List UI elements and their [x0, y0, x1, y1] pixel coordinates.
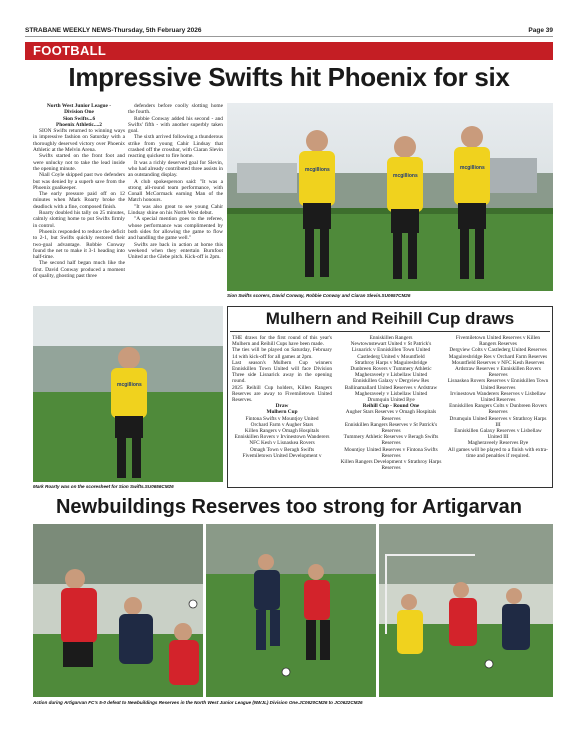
story1-col1-para-1: SION Swifts returned to winning ways in impressive fashion on Saturday with a thoroughly deserved victory over Phoenix Athletic at the Melvin Arena.	[33, 128, 125, 154]
standfirst-4: Phoenix Athletic....2	[56, 121, 102, 128]
draws-col3-line-4: Mountfield Reserves v NFC Kesh Reserves	[451, 359, 545, 366]
draws-col2-line-8: Enniskillen Galaxy v Dergview Res	[352, 378, 430, 385]
draws-col2-line-16: Mountjoy United Reserves v Fintona Swifts Reserves	[344, 446, 438, 459]
story1-col1-para-4: The early pressure paid off on 12 minutes when Mark Roarty broke the deadlock with a fine, composed finish.	[33, 191, 125, 210]
standfirst-3: Sion Swifts...6	[62, 115, 96, 122]
photo-action-2	[206, 524, 376, 697]
draws-column-3	[447, 335, 549, 459]
draws-col3-line-12: All games will be played to a finish with extra-time and penalties if required.	[448, 446, 548, 459]
story1-col2-para-4: It was a richly deserved goal for Slevin, who had already contributed three assists in an outstanding display.	[128, 159, 223, 179]
section-label: FOOTBALL	[33, 43, 107, 58]
draws-col1-line-9: Killen Rangers v Omagh Hospitals	[244, 428, 320, 435]
draws-col2-line-10: Magheraveely v Lisbellaw United	[354, 390, 428, 397]
draws-col1-line-8: Orchard Farm v Augher Stars	[250, 421, 314, 428]
draws-col2-line-2: Newtownstewart United v St Patrick's	[350, 341, 432, 348]
story1-col1-para-6: Phoenix responded to reduce the deficit to 2-1, but Swifts quickly restored their two-goal advantage. Robbie Conway found the net to make it 3-1 heading into half-time.	[33, 228, 125, 261]
story1-col2-para-2: Robbie Conway added his second - and Swifts' fifth - with another superbly taken goal.	[128, 115, 223, 135]
draws-col3-line-3: Maguiresbridge Res v Orchard Farm Reserves	[448, 353, 548, 360]
story1-col1-para-5: Roarty doubled his tally on 25 minutes, calmly slotting home to put Swifts firmly in control.	[33, 210, 125, 229]
draws-col3-line-5: Ardstraw Reserves v Enniskillen Rovers Reserves	[455, 366, 541, 379]
photo-mark-roarty	[33, 306, 223, 482]
box-divider	[230, 331, 550, 332]
draws-col2-line-4: Castlederg United v Mountfield	[357, 353, 425, 360]
shirt-sponsor-1: mcgillions	[305, 167, 330, 173]
masthead: STRABANE WEEKLY NEWS-Thursday, 5th February 2026	[25, 27, 202, 34]
draws-col3-line-8: Enniskillen Rangers Colts v Dunbreen Rovers Reserves	[449, 403, 547, 416]
story1-col2-para-3: The sixth arrived following a thunderous strike from young Cahir Lindsay that crashed off the crossbar, with Ciaran Slevin reacting quickest to fire home.	[128, 134, 223, 160]
section-bar	[25, 42, 553, 60]
draws-col3-line-7: Irvinestown Wanderers Reserves v Lisbellaw United Reserves	[450, 390, 546, 404]
draws-col1-line-6: Mulhern Cup	[266, 409, 298, 416]
draws-col2-line-1: Enniskillen Rangers	[369, 335, 413, 341]
page-header	[25, 25, 553, 37]
story1-col1-para-2: Swifts started on the front foot and were unlucky not to take the lead inside the opening minute.	[33, 153, 125, 172]
standfirst-2: Division One	[64, 109, 94, 116]
draws-col1-line-3: Last season's Mulhern Cup winners Enniskillen Town United will face Division Three side Lisnarick away in the opening round.	[232, 359, 332, 385]
story3-caption: Action during Artigarvan FC's 5-0 defeat to Newbuildings Reserves in the North West Junior League (NWJL) Division One.JC0620CM26 to JC0622CM26	[33, 700, 363, 705]
draws-col1-line-11: NFC Kesh v Lisnaskea Rovers	[249, 440, 315, 447]
draws-col1-line-10: Enniskillen Rovers v Irvinestown Wanderers	[234, 434, 330, 441]
story1-headline: Impressive Swifts hit Phoenix for six	[68, 62, 510, 92]
draws-col2-line-17: Killen Rangers Development v Strathroy Harps Reserves	[340, 459, 442, 472]
draws-col2-line-9: Ballinamallard United Reserves v Ardstraw	[344, 384, 438, 391]
draws-col2-line-12: Reihill Cup - Round One	[362, 403, 420, 410]
photo1-caption: Sion Swifts scorers, David Conway, Robbie Conway and Ciaran Slevin.SU0657CM26	[227, 293, 411, 298]
draws-col2-line-11: Drumquin United Bye	[367, 397, 415, 404]
page-number: Page 39	[528, 27, 553, 34]
shirt-sponsor-4: mcgillions	[117, 382, 142, 388]
draws-col2-line-6: Dunbreen Rovers v Tummery Athletic	[350, 366, 432, 373]
photo2-caption: Mark Roarty was on the scoresheet for Sion Swifts.SU0656CM26	[33, 484, 174, 489]
draws-col3-line-11: Magheraveely Reserves Bye	[467, 440, 529, 447]
draws-col1-line-13: Fivemiletown United Development v	[242, 452, 322, 459]
draws-column-2	[340, 335, 442, 471]
story1-col1-para-7: The second half began much like the first. David Conway produced a moment of quality, ghosting past three	[33, 260, 125, 280]
story1-col2-para-5: A club spokesperson said: "It was a strong all-round team performance, with Conall McCormack earning Man of the Match honours.	[128, 178, 223, 204]
draws-col2-line-14: Enniskillen Rangers Reserves v St Patrick's Reserves	[344, 421, 438, 435]
photo-swifts-scorers	[227, 103, 553, 291]
story1-col2-para-8: Swifts are back in action at home this weekend when they entertain Burnfoot United at the Glebe pitch. Kick-off is 2pm.	[128, 241, 223, 261]
draws-col3-line-9: Drumquin United Reserves v Strathroy Harps III	[449, 415, 547, 428]
story2-headline: Mulhern and Reihill Cup draws	[265, 309, 515, 328]
story1-column-2	[128, 103, 223, 260]
draws-col3-line-10: Enniskillen Galaxy Reserves v Lisbellaw United III	[454, 428, 542, 441]
story1-column-1	[33, 103, 125, 279]
story1-col2-para-7: "A special mention goes to the referee, whose performance was complimented by both sides for allowing the game to flow and handling the game well."	[128, 216, 223, 242]
photo-action-3	[379, 524, 553, 697]
draws-col1-line-5: Draw	[275, 403, 289, 410]
draws-col1-line-4: 2025 Reihill Cup holders, Killen Rangers Reserves are away to Fivemiletown United Reserves.	[232, 384, 332, 404]
draws-col3-line-2: Dergview Colts v Castlederg United Reserves	[449, 347, 547, 354]
draws-col1-line-2: The ties will be played on Saturday, February 14 with kick-off for all games at 2pm.	[232, 347, 332, 360]
story1-col1-para-3: Niall Coyle skipped past two defenders but was denied by a superb save from the Phoenix goalkeeper.	[33, 172, 125, 191]
draws-col2-line-3: Lisnarick v Enniskillen Town United	[351, 347, 431, 354]
draws-col2-line-15: Tummery Athletic Reserves v Beragh Swifts Reserves	[343, 434, 439, 447]
draws-col1-line-1: THE draws for the first round of this year's Mulhern and Reihill Cups have been made.	[232, 335, 332, 348]
photo-action-1	[33, 524, 203, 697]
draws-col3-line-1: Fivemiletown United Reserves v Killen Rangers Reserves	[455, 335, 541, 348]
shirt-sponsor-3: mcgillions	[460, 165, 485, 171]
story1-col2-para-6: "It was also great to see young Cahir Lindsay shine on his North West debut.	[128, 203, 223, 217]
draws-col2-line-5: Strathroy Harps v Maguiresbridge	[354, 359, 428, 366]
draws-column-1	[232, 335, 332, 459]
draws-col1-line-12: Omagh Town v Beragh Swifts	[249, 446, 315, 453]
story1-col2-para-1: defenders before coolly slotting home the fourth.	[128, 103, 223, 116]
draws-col2-line-13: Augher Stars Reserves v Omagh Hospitals Reserves	[345, 409, 437, 422]
standfirst-1: North West Junior League -	[46, 103, 112, 109]
draws-col3-line-6: Lisnaskea Rovers Reserves v Enniskillen Town United Reserves	[447, 378, 549, 391]
draws-col1-line-7: Fintona Swifts v Mountjoy United	[245, 415, 319, 422]
story3-headline: Newbuildings Reserves too strong for Artigarvan	[55, 496, 522, 518]
draws-col2-line-7: Magheraveely v Lisbellaw United	[354, 372, 428, 379]
shirt-sponsor-2: mcgillions	[393, 173, 418, 179]
